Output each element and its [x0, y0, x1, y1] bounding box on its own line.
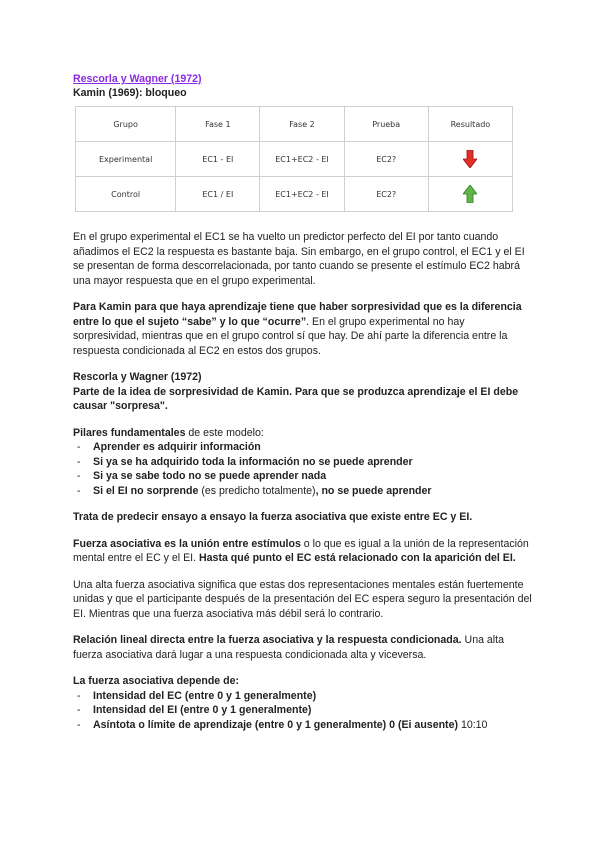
pilares-bold: Pilares fundamentales: [73, 426, 186, 439]
pilares-intro: [73, 426, 533, 441]
list-item: [73, 455, 533, 470]
kamin-table: [75, 106, 513, 212]
cell-fase2: EC1+EC2 - EI: [260, 142, 344, 177]
list-item: [73, 718, 533, 733]
rescorla-text: Parte de la idea de sorpresividad de Kamin. Para que se produzca aprendizaje el EI debe causar "sorpresa".: [73, 385, 519, 412]
header-grupo: Grupo: [76, 107, 176, 142]
cell-grupo: Control: [76, 177, 176, 212]
list-item-bold: Si ya se ha adquirido toda la información no se puede aprender: [93, 455, 413, 468]
paragraph-alta: Una alta fuerza asociativa significa que estas dos representaciones mentales están fuertemente unidas y que el participante después de la presentación del EC espera seguro la presentación del EI. Mientras que una fuerza asociativa más débil será lo contrario.: [73, 578, 532, 620]
cell-fase2: EC1+EC2 - EI: [260, 177, 344, 212]
list-item-bold: Intensidad del EI (entre 0 y 1 generalmente): [93, 704, 312, 716]
list-item: [73, 689, 533, 704]
dash-mark: -: [77, 455, 81, 468]
cell-prueba: EC2?: [344, 177, 428, 212]
list-item-normal: 10:10: [458, 718, 488, 731]
list-item-bold-end: , no se puede aprender: [315, 484, 432, 497]
list-item-bold: Intensidad del EC (entre 0 y 1 generalmente): [93, 689, 317, 702]
header-fase1: Fase 1: [176, 107, 260, 142]
paragraph-kamin: [73, 300, 533, 358]
cell-resultado: [428, 142, 512, 177]
kamin-heading: Kamin (1969): bloqueo: [73, 87, 187, 99]
dash-mark: -: [77, 441, 81, 453]
kamin-bold-text: Para Kamin para que haya aprendizaje tiene que haber sorpresividad que es la diferencia entre lo que el sujeto “sabe” y lo que “ocurre”: [73, 301, 522, 328]
rescorla-title: Rescorla y Wagner (1972): [73, 371, 202, 383]
fuerza-normal: o lo que es igual a la unión de la representación mental entre el EC y el EI.: [73, 537, 529, 564]
pilares-normal: de este modelo:: [185, 426, 264, 439]
heading-link[interactable]: Rescorla y Wagner (1972): [73, 73, 202, 85]
list-item-bold: Aprender es adquirir información: [93, 441, 261, 453]
table-header-row: [76, 107, 513, 142]
paragraph-rescorla: [73, 370, 533, 414]
relacion-normal: Una alta fuerza asociativa dará lugar a una respuesta condicionada alta y viceversa.: [73, 634, 504, 661]
paragraph-trata: Trata de predecir ensayo a ensayo la fuerza asociativa que existe entre EC y EI.: [73, 511, 473, 523]
paragraph-experimental: En el grupo experimental el EC1 se ha vuelto un predictor perfecto del EI por tanto cuando añadimos el EC2 la respuesta es bastante baja. Sin embargo, en el grupo control, el EC1 y el EI se presentan de forma descorrelacionada, por tanto cuando se presente el estímulo EC2 habrá una mayor respuesta que en el grupo experimental.: [73, 231, 525, 287]
paragraph-relacion: [73, 633, 533, 662]
table-row: [76, 177, 513, 212]
list-item: [73, 440, 533, 455]
dash-mark: -: [77, 484, 81, 497]
relacion-bold: Relación lineal directa entre la fuerza asociativa y la respuesta condicionada.: [73, 634, 462, 646]
depende-intro: La fuerza asociativa depende de:: [73, 675, 240, 687]
paragraph-fuerza: [73, 537, 533, 566]
fuerza-bold-end: Hasta qué punto el EC está relacionado con la aparición del EI.: [199, 552, 516, 564]
header-resultado: Resultado: [428, 107, 512, 142]
down-arrow-icon: [463, 150, 477, 168]
up-arrow-icon: [463, 185, 477, 203]
cell-prueba: EC2?: [344, 142, 428, 177]
pilares-list: [73, 440, 533, 498]
list-item: [73, 469, 533, 484]
cell-grupo: Experimental: [76, 142, 176, 177]
list-item-normal: (es predicho totalmente): [198, 484, 316, 497]
dash-mark: -: [77, 704, 81, 716]
cell-fase1: EC1 / EI: [176, 177, 260, 212]
fuerza-bold: Fuerza asociativa es la unión entre estímulos: [73, 537, 301, 550]
list-item: [73, 484, 533, 499]
cell-resultado: [428, 177, 512, 212]
header-prueba: Prueba: [344, 107, 428, 142]
dash-mark: -: [77, 470, 81, 482]
cell-fase1: EC1 - EI: [176, 142, 260, 177]
dash-mark: -: [77, 718, 81, 731]
header-fase2: Fase 2: [260, 107, 344, 142]
list-item-bold: Si el EI no sorprende: [93, 484, 199, 497]
kamin-normal-text: . En el grupo experimental no hay sorpresividad, mientras que en el grupo control sí que hay. De ahí parte la diferencia entre la respuesta condicionada al EC2 en estos dos grupos.: [73, 315, 508, 357]
list-item: [73, 703, 533, 718]
dash-mark: -: [77, 689, 81, 702]
list-item-bold: Asíntota o límite de aprendizaje (entre 0 y 1 generalmente) 0 (Ei ausente): [93, 718, 458, 731]
list-item-bold: Si ya se sabe todo no se puede aprender nada: [93, 470, 327, 482]
table-row: [76, 142, 513, 177]
depende-list: [73, 689, 533, 733]
document-content: [73, 72, 533, 744]
